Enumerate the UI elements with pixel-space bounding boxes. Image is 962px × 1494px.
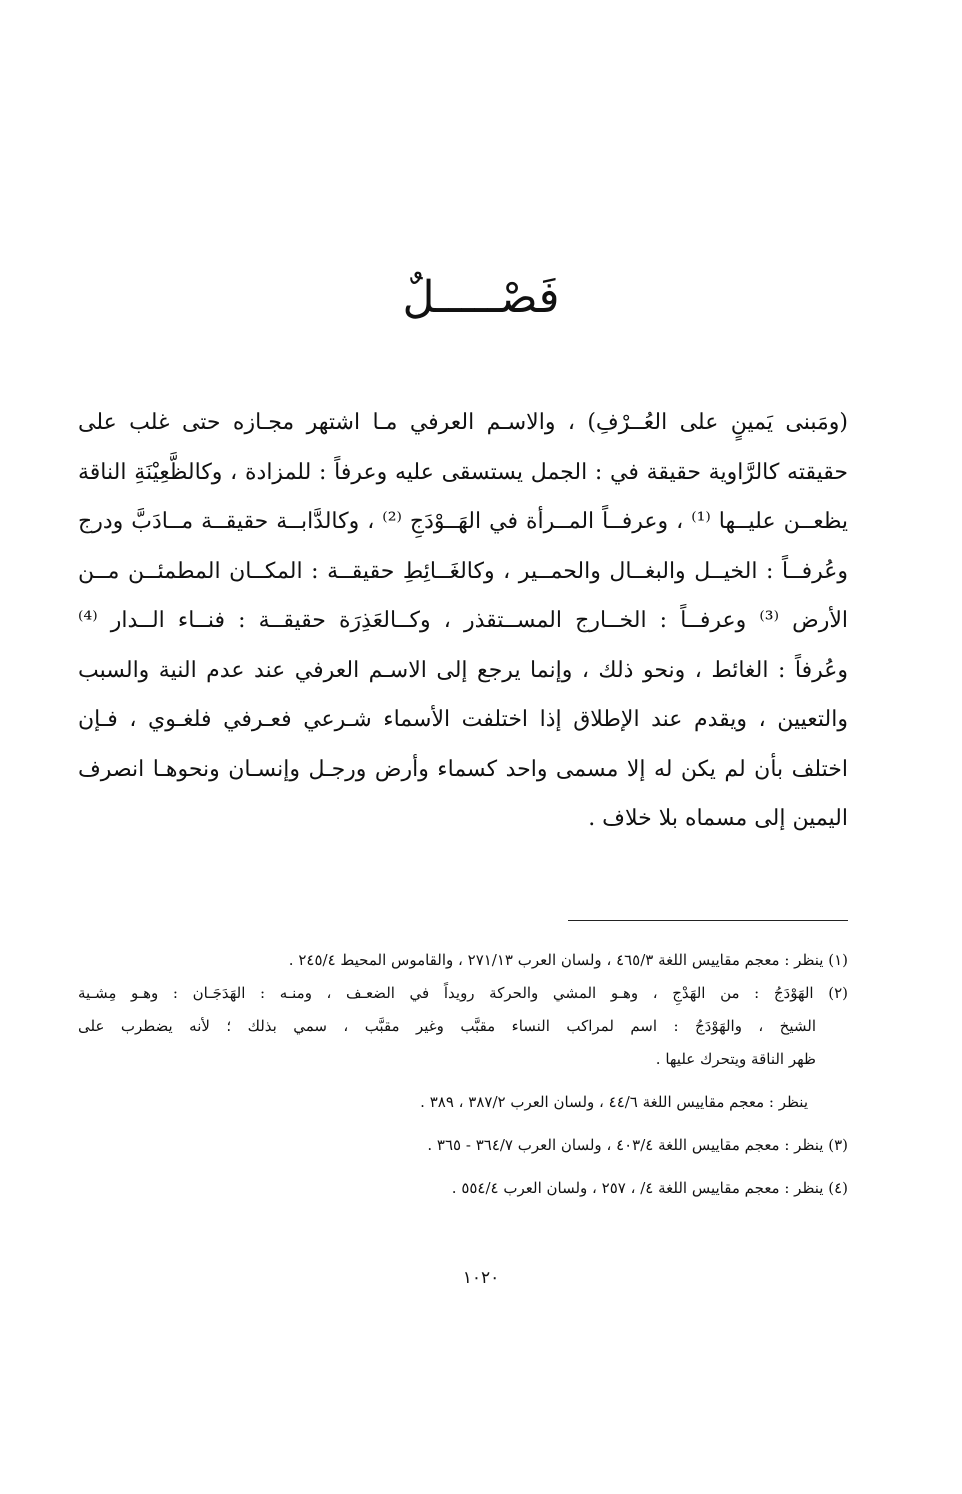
- paragraph-line: وعُرفاً : الغائط ، ونحو ذلك ، وإنما يرجع إلى الاسـم العرفي عند عدم النية والسبب: [78, 657, 848, 683]
- section-heading: فَصْـــــلٌ: [402, 272, 560, 323]
- footnote-line: الشيخ ، والهَوْدَجُ : اسم لمراكب النساء مقبَّب وغير مقبَّب ، سمي بذلك ؛ لأنه يضطرب على: [78, 1017, 816, 1035]
- paragraph-line: والتعيين ، ويقدم عند الإطلاق إذا اختلفت الأسماء شـرعي فعـرفي فلغـوي ، فـإن: [78, 707, 848, 732]
- footnote-separator: [568, 920, 848, 921]
- paragraph-line: حقيقته كالرَّاوية حقيقة في : الجمل يستسقى عليه وعرفاً : للمزادة ، وكالظَّعِيْنَةِ الناقة: [78, 459, 848, 485]
- paragraph-line: اليمين إلى مسماه بلا خلاف .: [588, 806, 848, 831]
- paragraph-line: يظعــن عليــها ⁽¹⁾ ، وعرفــاً المــرأة في الهَــوْدَجِ ⁽²⁾ ، وكالدَّابــة حقيقــة مــادَبَّ ودرج: [78, 509, 848, 534]
- main-paragraph: [78, 398, 848, 844]
- paragraph-line: اختلف بأن لم يكن له إلا مسمى واحد كسماء وأرض ورجـل وإنسـان ونحوهـا انصرف: [78, 756, 848, 782]
- footnote-line: (١) ينظر : معجم مقاييس اللغة ٤٦٥/٣ ، ولسان العرب ٢٧١/١٣ ، والقاموس المحيط ٢٤٥/٤ .: [288, 951, 848, 969]
- footnotes: [78, 944, 848, 1205]
- paragraph-line: الأرض ⁽³⁾ وعرفــاً : الخــارج المســتقذر ، وكــالعَذِرَة حقيقــة : فنــاء الــدار ⁽⁴⁾: [78, 608, 848, 633]
- paragraph-line: (ومَبنى يَمينٍ على العُــرْفِ) ، والاسـم العرفي مـا اشتهر مجـازه حتى غلب على: [78, 410, 848, 435]
- footnote-line: ينظر : معجم مقاييس اللغة ٤٤/٦ ، ولسان العرب ٣٨٧/٢ ، ٣٨٩ .: [420, 1093, 808, 1111]
- footnote-line: (٢) الهَوْدَجُ : من الهَدْجِ ، وهـو المشي والحركة رويداً في الضعـف ، ومنـه : الهَدَجَـان : وهـو مِشـية: [78, 984, 848, 1002]
- footnote-line: (٤) ينظر : معجم مقاييس اللغة ٤/ ، ٢٥٧ ، ولسان العرب ٥٥٤/٤ .: [451, 1179, 848, 1197]
- footnote-line: (٣) ينظر : معجم مقاييس اللغة ٤٠٣/٤ ، ولسان العرب ٣٦٤/٧ - ٣٦٥ .: [427, 1136, 848, 1154]
- paragraph-line: وعُرفــاً : الخيــل والبغــال والحمــير ، وكالغَــائِطِ حقيقــة : المكــان المطمئــن مــن: [78, 558, 848, 584]
- footnote-line: ظهر الناقة ويتحرك عليها .: [655, 1050, 816, 1068]
- page-number: ١٠٢٠: [462, 1268, 500, 1288]
